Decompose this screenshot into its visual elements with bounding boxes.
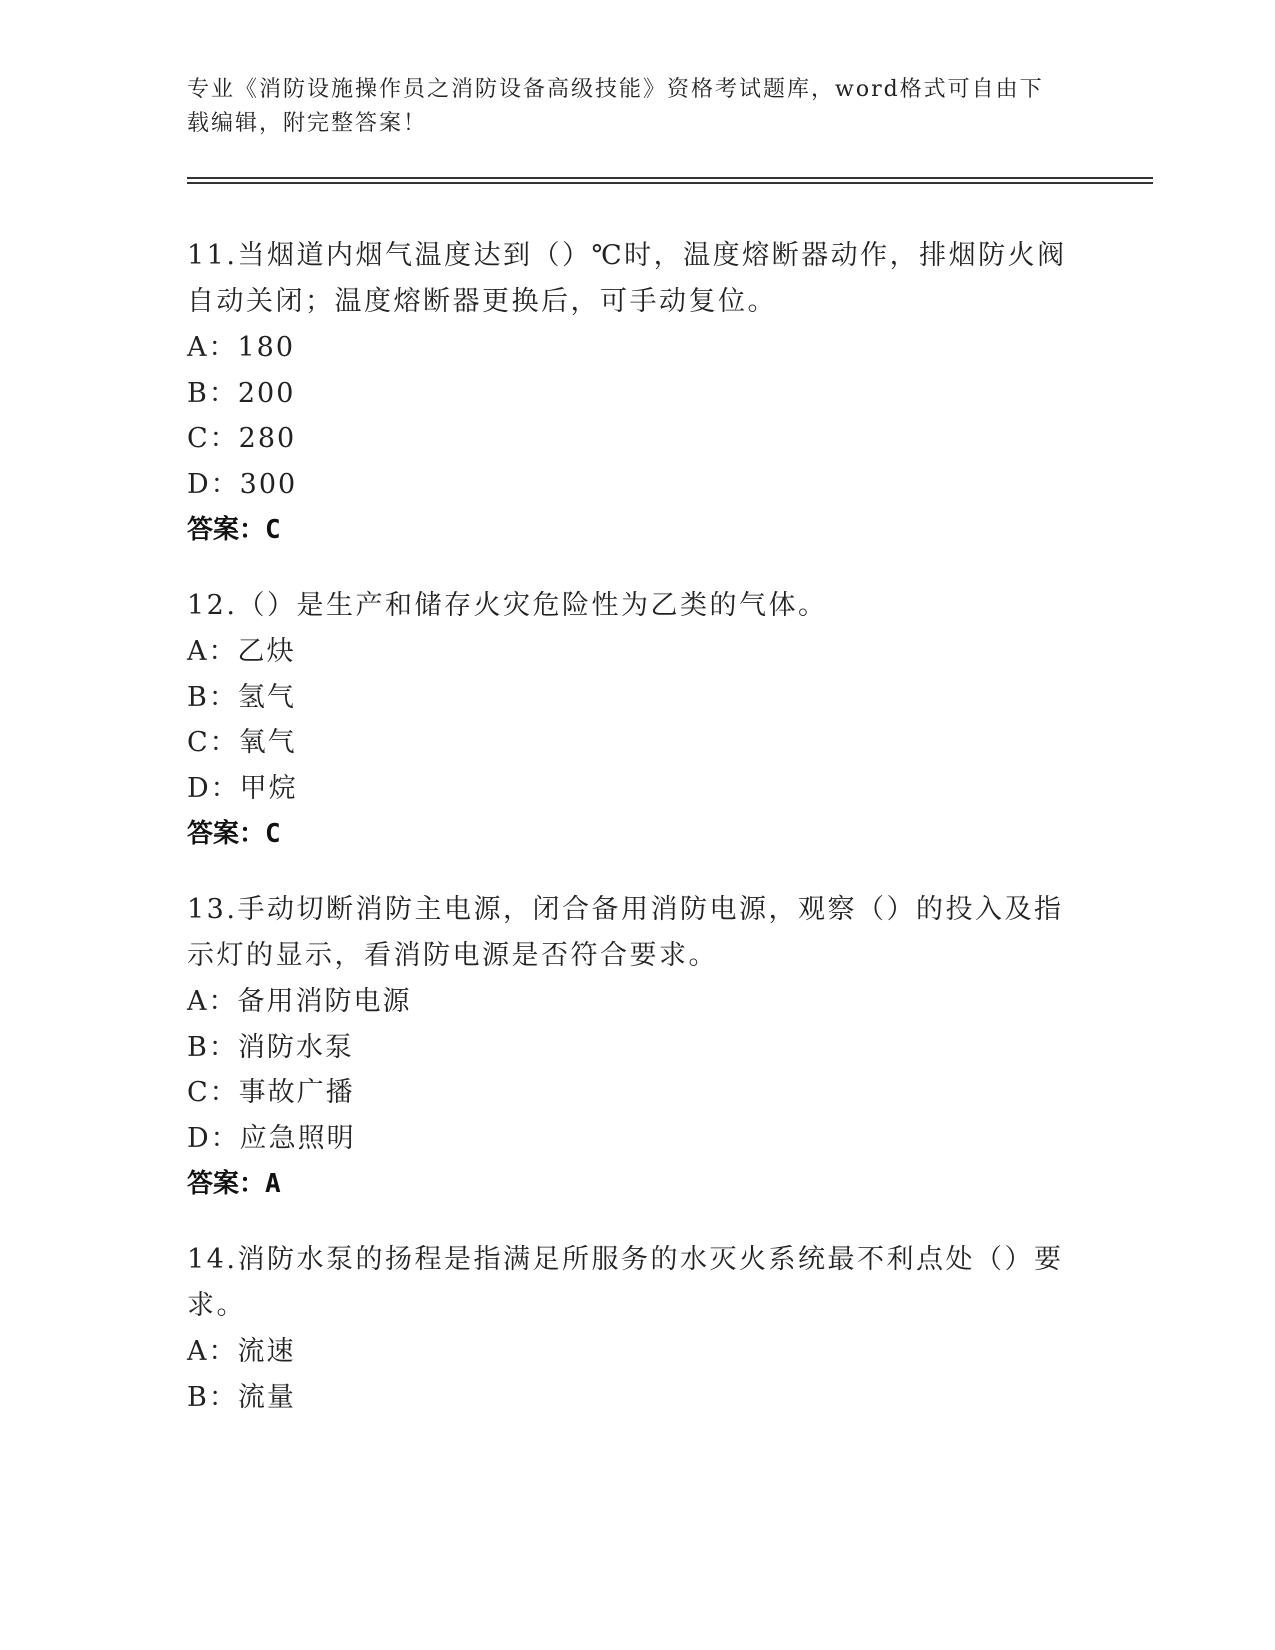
answer-line: 答案：C [187, 819, 281, 849]
question-list [187, 233, 1077, 1450]
answer-line: 答案：A [187, 1169, 281, 1199]
option-a: A：备用消防电源 [187, 986, 412, 1017]
question-12 [187, 583, 1077, 857]
question-13 [187, 887, 1077, 1207]
header-divider-bottom [187, 182, 1153, 184]
option-d: D：甲烷 [187, 772, 298, 804]
question-14 [187, 1237, 1077, 1420]
option-b: B：消防水泵 [187, 1031, 354, 1063]
option-c: C：氧气 [187, 727, 297, 758]
option-a: A：流速 [187, 1336, 296, 1367]
option-c: C：280 [187, 423, 297, 454]
question-11 [187, 233, 1077, 553]
question-stem: 12.（）是生产和储存火灾危险性为乙类的气体。 [187, 590, 828, 621]
option-b: B：流量 [187, 1381, 296, 1413]
question-stem: 11.当烟道内烟气温度达到（）℃时，温度熔断器动作，排烟防火阀自动关闭；温度熔断器更换后，可手动复位。 [187, 240, 1067, 317]
document-header [187, 73, 1067, 141]
header-divider-top [187, 177, 1153, 179]
option-d: D：应急照明 [187, 1122, 356, 1154]
question-stem: 14.消防水泵的扬程是指满足所服务的水灭火系统最不利点处（）要求。 [187, 1244, 1064, 1321]
option-a: A：180 [187, 332, 296, 363]
option-b: B：氢气 [187, 681, 296, 713]
question-stem: 13.手动切断消防主电源，闭合备用消防电源，观察（）的投入及指示灯的显示，看消防电源是否符合要求。 [187, 894, 1064, 971]
option-a: A：乙炔 [187, 636, 296, 667]
option-c: C：事故广播 [187, 1077, 355, 1108]
header-text: 专业《消防设施操作员之消防设备高级技能》资格考试题库，word格式可自由下载编辑，附完整答案！ [187, 77, 1044, 136]
answer-line: 答案：C [187, 515, 281, 545]
option-d: D：300 [187, 468, 298, 500]
option-b: B：200 [187, 377, 296, 409]
